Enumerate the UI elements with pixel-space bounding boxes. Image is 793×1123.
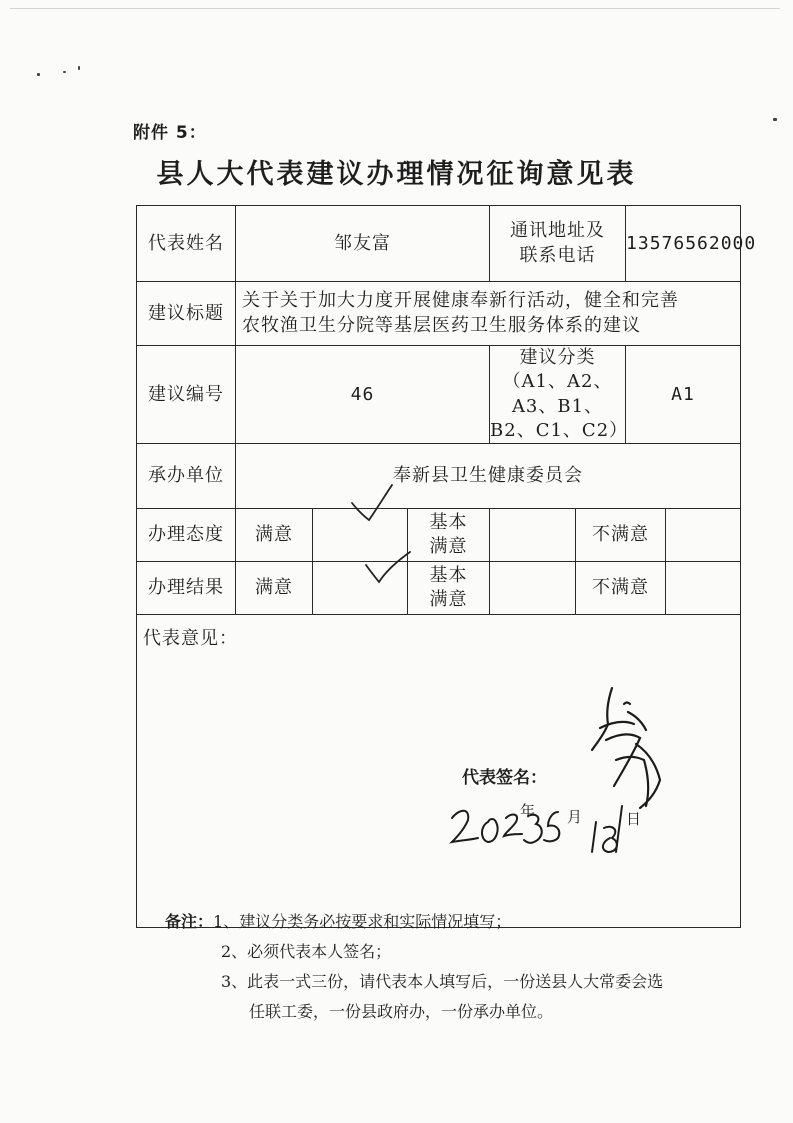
- rep-name-value[interactable]: 邹友富: [236, 206, 490, 282]
- result-satisfied-label: 满意: [236, 562, 313, 615]
- contact-label-line1: 通讯地址及: [510, 220, 606, 242]
- note-item-2: 2、必须代表本人签名；: [221, 942, 392, 961]
- number-value[interactable]: 46: [236, 346, 490, 444]
- category-label-line1: 建议分类: [519, 347, 596, 368]
- attitude-satisfied-label: 满意: [236, 509, 313, 562]
- category-label-line3: B2、C1、C2）: [490, 419, 629, 441]
- unit-label: 承办单位: [137, 444, 236, 509]
- attitude-basic-line2: 满意: [429, 536, 468, 558]
- topic-label: 建议标题: [137, 282, 236, 346]
- attitude-label: 办理态度: [137, 509, 236, 562]
- handwritten-date: [452, 806, 622, 852]
- note-item-3-continuation: 任联工委，一份县政府办，一份承办单位。: [249, 1002, 554, 1021]
- category-value[interactable]: A1: [626, 346, 741, 444]
- contact-phone-value[interactable]: 13576562000: [626, 206, 741, 282]
- note-row-3: [165, 967, 765, 997]
- date-day-char: 日: [626, 810, 642, 828]
- note-item-1: 1、建议分类务必按要求和实际情况填写；: [213, 912, 512, 931]
- handwritten-signature: [592, 688, 660, 808]
- note-row-3-cont: [165, 997, 765, 1027]
- page-title: 县人大代表建议办理情况征询意见表: [156, 159, 637, 190]
- category-label-line2: （A1、A2、A3、B1、: [502, 371, 613, 417]
- note-row-1: [165, 907, 765, 937]
- unit-value[interactable]: 奉新县卫生健康委员会: [236, 444, 741, 509]
- notes-label: 备注：: [165, 912, 214, 931]
- date-month-char: 月: [567, 808, 583, 826]
- notes-section: [165, 907, 765, 1027]
- topic-line2: 农牧渔卫生分院等基层医药卫生服务体系的建议: [242, 314, 641, 336]
- number-label: 建议编号: [137, 346, 236, 444]
- attachment-label: 附件 5：: [133, 123, 207, 143]
- result-basic-line2: 满意: [429, 589, 468, 611]
- result-dissatisfied-label: 不满意: [576, 562, 666, 615]
- date-year-char: 年: [520, 802, 536, 820]
- signature-label: 代表签名：: [462, 768, 547, 788]
- note-item-3: 3、此表一式三份，请代表本人填写后，一份送县人大常委会选: [221, 972, 664, 991]
- result-checkmark-icon: [366, 552, 410, 582]
- result-label: 办理结果: [137, 562, 236, 615]
- contact-label-line2: 联系电话: [519, 244, 596, 266]
- topic-line1: 关于关于加大力度开展健康奉新行活动，健全和完善: [242, 290, 679, 312]
- rep-name-label: 代表姓名: [137, 206, 236, 282]
- attitude-basic-line1: 基本: [429, 511, 468, 533]
- attitude-checkmark-icon: [352, 485, 392, 520]
- attitude-dissatisfied-label: 不满意: [576, 509, 666, 562]
- result-basic-line1: 基本: [429, 564, 468, 586]
- opinion-label: 代表意见：: [143, 628, 238, 650]
- note-row-2: [165, 937, 765, 967]
